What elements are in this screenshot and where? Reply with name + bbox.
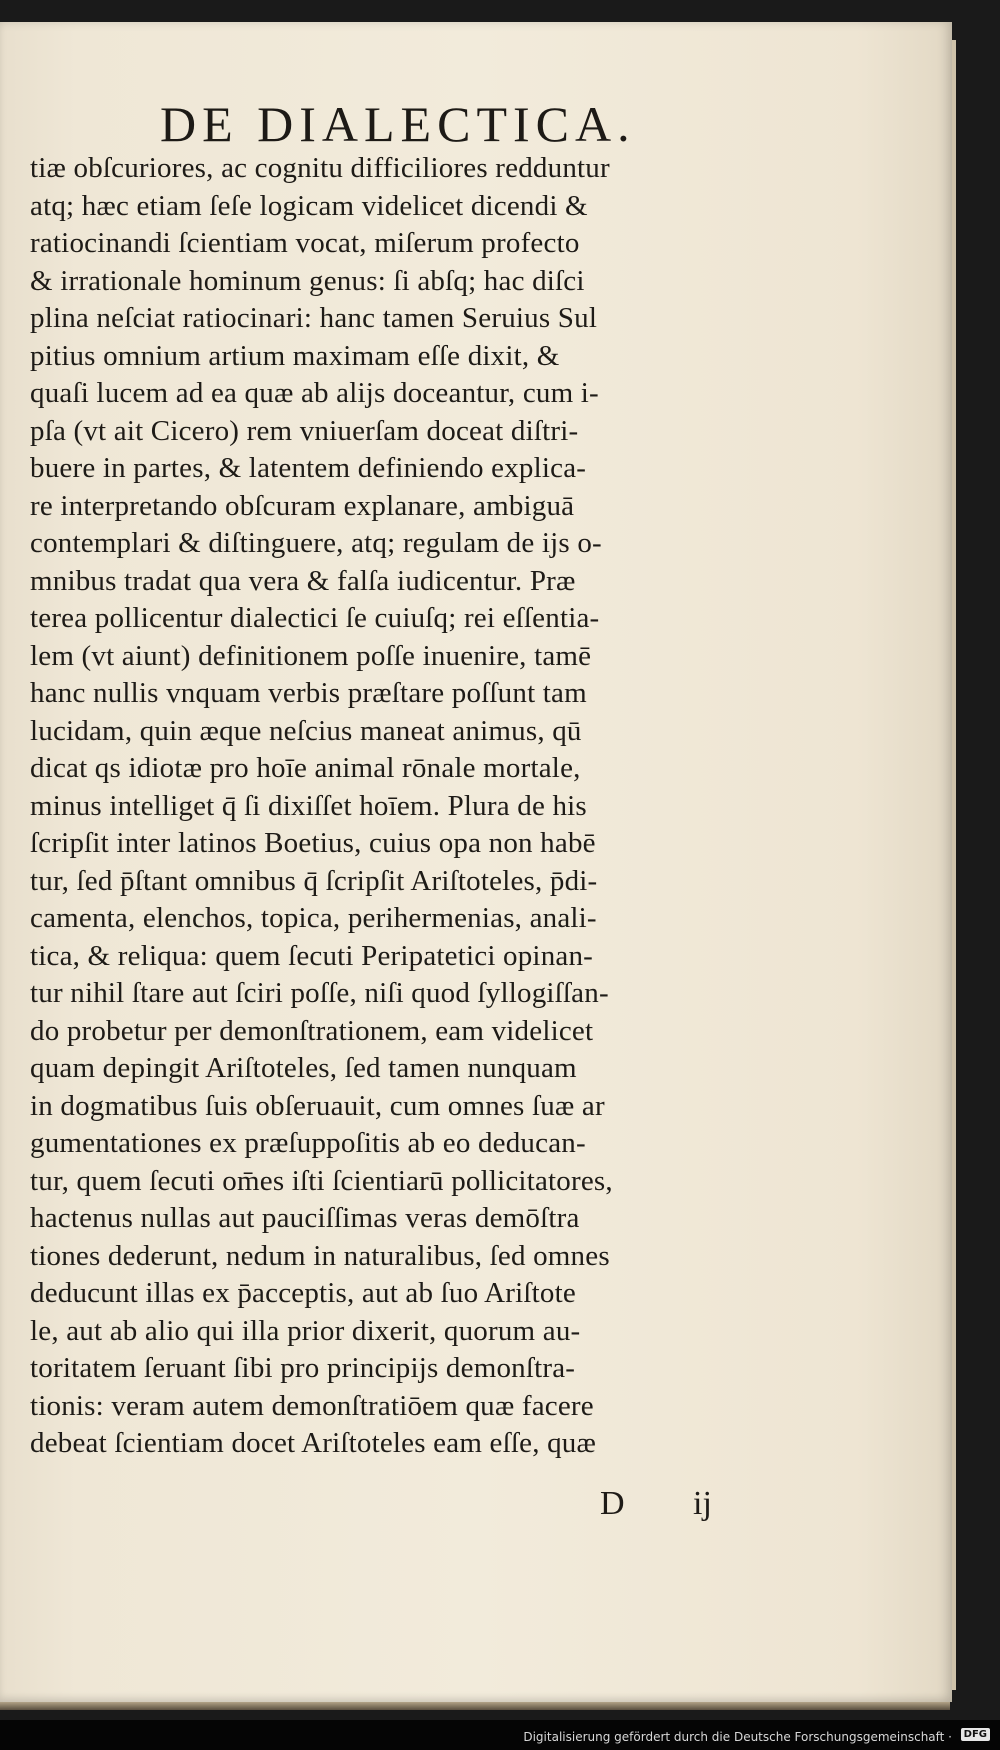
text-line: in dogmatibus ſuis obſeruauit, cum omnes ſuæ ar bbox=[30, 1089, 605, 1122]
text-line: re interpretando obſcuram explanare, ambiguā bbox=[30, 489, 575, 522]
text-line: & irrationale hominum genus: ſi abſq; hac diſci bbox=[30, 264, 585, 297]
text-line: toritatem ſeruant ſibi pro principijs demonſtra- bbox=[30, 1352, 576, 1384]
text-line: tica, & reliqua: quem ſecuti Peripatetici opinan- bbox=[30, 939, 594, 972]
text-line: ratiocinandi ſcientiam vocat, miſerum profecto bbox=[30, 227, 580, 259]
dfg-logo: DFG bbox=[961, 1728, 990, 1741]
text-line: quaſi lucem ad ea quæ ab alijs doceantur, cum i- bbox=[30, 377, 599, 409]
text-line: tiæ obſcuriores, ac cognitu difficiliores redduntur bbox=[30, 152, 610, 184]
text-line: tur, quem ſecuti om̄es iſti ſcientiarū pollicitatores, bbox=[30, 1164, 613, 1197]
text-line: le, aut ab alio qui illa prior dixerit, quorum au- bbox=[30, 1314, 581, 1347]
text-line: pitius omnium artium maximam eſſe dixit, & bbox=[30, 339, 560, 372]
text-line: debeat ſcientiam docet Ariſtoteles eam eſſe, quæ bbox=[30, 1427, 597, 1459]
text-line: plina neſciat ratiocinari: hanc tamen Seruius Sul bbox=[30, 302, 598, 334]
text-line: atq; hæc etiam ſeſe logicam videlicet dicendi & bbox=[30, 189, 588, 222]
text-line: ſcripſit inter latinos Boetius, cuius opa non habē bbox=[30, 827, 596, 859]
text-line: do probetur per demonſtrationem, eam videlicet bbox=[30, 1014, 594, 1047]
text-line: gumentationes ex præſuppoſitis ab eo deducan- bbox=[30, 1127, 586, 1159]
text-line: camenta, elenchos, topica, perihermenias, anali- bbox=[30, 902, 597, 934]
text-line: hanc nullis vnquam verbis præſtare poſſunt tam bbox=[30, 677, 587, 709]
text-line: pſa (vt ait Cicero) rem vniuerſam doceat diſtri- bbox=[30, 414, 579, 447]
text-line: tiones dederunt, nedum in naturalibus, ſed omnes bbox=[30, 1239, 610, 1272]
text-line: tur nihil ſtare aut ſciri poſſe, niſi quod ſyllogiſſan- bbox=[30, 977, 609, 1009]
signature-mark: D ij bbox=[600, 1485, 712, 1522]
text-line: lucidam, quin æque neſcius maneat animus, qū bbox=[30, 714, 582, 747]
text-line: mnibus tradat qua vera & falſa iudicentur. Præ bbox=[30, 564, 576, 597]
text-line: tur, ſed p̄ſtant omnibus q̄ ſcripſit Ariſtoteles, p̄di- bbox=[30, 864, 598, 897]
text-line: terea pollicentur dialectici ſe cuiuſq; rei eſſentia- bbox=[30, 602, 600, 634]
body-text bbox=[30, 150, 790, 1463]
text-line: contemplari & diſtinguere, atq; regulam de ijs o- bbox=[30, 527, 602, 559]
page-bottom-edge bbox=[0, 1702, 950, 1710]
digitization-credit: Digitalisierung gefördert durch die Deutsche Forschungsgemeinschaft · bbox=[523, 1730, 952, 1744]
running-head: DE DIALECTICA. bbox=[160, 96, 636, 152]
text-line: tionis: veram autem demonſtratiōem quæ facere bbox=[30, 1389, 594, 1422]
page-edge bbox=[952, 40, 956, 1690]
text-line: deducunt illas ex p̄acceptis, aut ab ſuo Ariſtote bbox=[30, 1277, 576, 1309]
text-line: dicat qs idiotæ pro hoīe animal rōnale mortale, bbox=[30, 752, 581, 784]
text-line: buere in partes, & latentem definiendo explica- bbox=[30, 452, 587, 484]
text-line: hactenus nullas aut pauciſſimas veras demōſtra bbox=[30, 1202, 580, 1234]
text-line: quam depingit Ariſtoteles, ſed tamen nunquam bbox=[30, 1052, 577, 1084]
text-line: minus intelliget q̄ ſi dixiſſet hoīem. Plura de his bbox=[30, 789, 587, 822]
text-line: lem (vt aiunt) definitionem poſſe inuenire, tamē bbox=[30, 639, 592, 672]
